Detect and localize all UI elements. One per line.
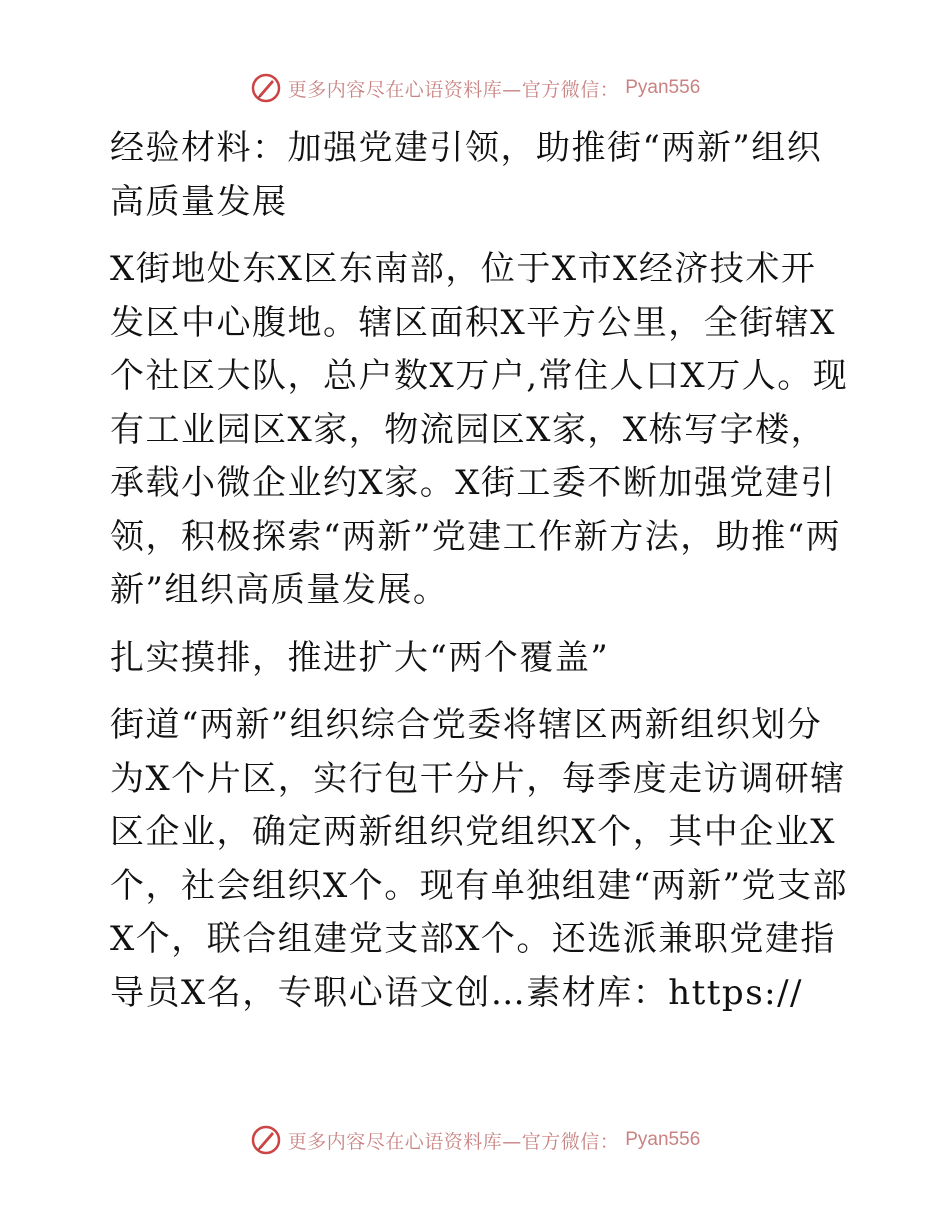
paragraph-1: X街地处东X区东南部，位于X市X经济技术开发区中心腹地。辖区面积X平方公里，全街辖X个社区大队，总户数X万户,常住人口X万人。现有工业园区X家，物流园区X家，X栋写字楼，承载小微企业约X家。X街工委不断加强党建引领，积极探索“两新”党建工作新方法，助推“两新”组织高质量发展。 — [110, 249, 849, 610]
watermark-text: 更多内容尽在心语资料库—官方微信： — [287, 1130, 620, 1153]
watermark-wechat-id: Pyan556 — [625, 77, 701, 98]
paragraph-2: 街道“两新”组织综合党委将辖区两新组织划分为X个片区，实行包干分片，每季度走访调研辖区企业，确定两新组织党组织X个，其中企业X个，社会组织X个。现有单独组建“两新”党支部X个，联合组建党支部X个。还选派兼职党建指导员X名，专职心语文创…素材库：https:// — [110, 705, 848, 1013]
document-title: 经验材料：加强党建引领，助推街“两新”组织高质量发展 — [110, 128, 823, 222]
watermark-header — [0, 72, 950, 104]
watermark-footer — [0, 1124, 950, 1156]
watermark-wechat-id: Pyan556 — [625, 1129, 701, 1150]
quill-pen-logo-icon — [250, 72, 282, 104]
quill-pen-logo-icon — [250, 1124, 282, 1156]
watermark-text: 更多内容尽在心语资料库—官方微信： — [287, 78, 620, 101]
section-heading: 扎实摸排，推进扩大“两个覆盖” — [110, 637, 610, 678]
document-body — [98, 122, 850, 1020]
